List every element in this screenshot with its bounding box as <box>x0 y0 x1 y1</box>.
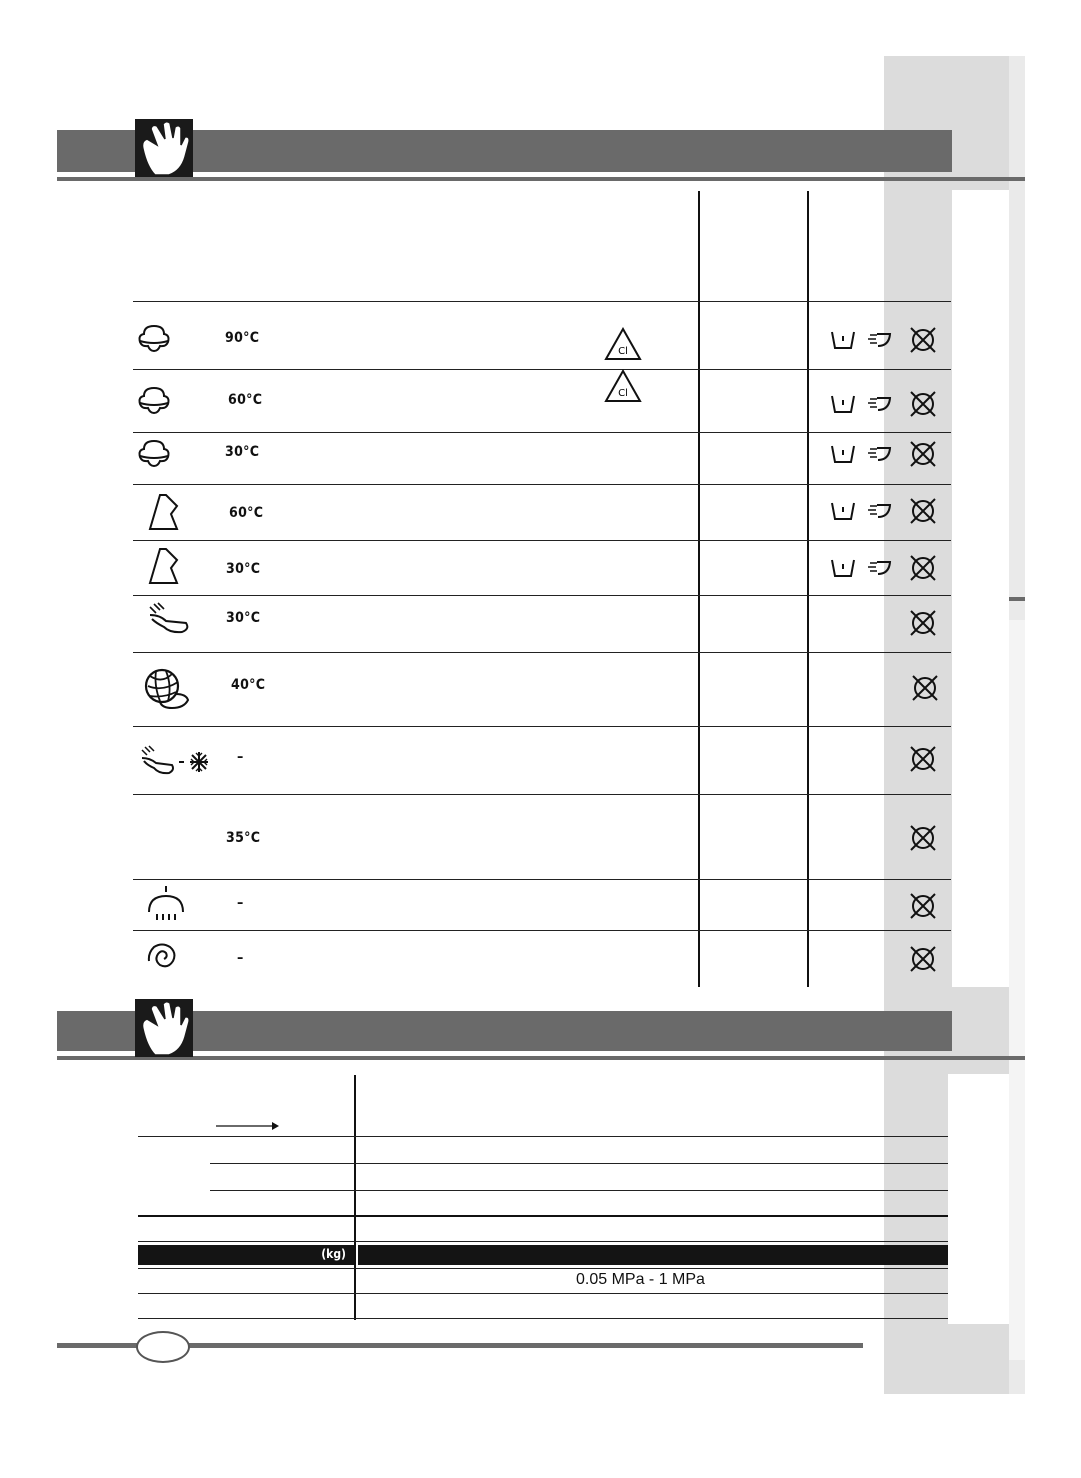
wash-tub-icon <box>832 560 854 576</box>
no-dry-clean-icon <box>911 674 939 702</box>
row-divider <box>138 1268 948 1269</box>
no-dry-clean-icon <box>909 609 937 637</box>
capacity-label-cell <box>138 1245 354 1265</box>
temperature-label: 30°C <box>226 610 261 626</box>
row-divider <box>133 369 951 370</box>
care-symbols <box>830 497 940 525</box>
cotton-icon <box>136 437 172 469</box>
section-header-rule <box>57 1056 1025 1060</box>
care-symbols <box>830 554 940 582</box>
side-tab-cutout <box>952 190 1009 987</box>
temperature-label: 60°C <box>228 392 263 408</box>
no-dry-clean-icon <box>911 499 935 523</box>
row-divider <box>133 726 951 727</box>
spin-icon <box>146 941 182 977</box>
synthetic-icon <box>146 492 180 532</box>
temperature-label: 30°C <box>226 561 261 577</box>
temperature-label: 30°C <box>225 444 260 460</box>
kg-label: (kg) <box>321 1247 346 1261</box>
hand-icon <box>135 119 193 177</box>
iron-icon <box>868 334 890 346</box>
care-symbols <box>830 326 940 354</box>
row-divider <box>138 1136 948 1137</box>
temperature-label: 40°C <box>231 677 266 693</box>
column-divider <box>807 191 809 987</box>
water-pressure-value: 0.05 MPa - 1 MPa <box>576 1271 705 1288</box>
column-divider <box>354 1075 356 1320</box>
temperature-label: 90°C <box>225 330 260 346</box>
section-header-rule <box>57 177 1025 181</box>
row-divider <box>133 595 951 596</box>
row-divider <box>133 540 951 541</box>
row-divider <box>210 1163 948 1164</box>
wash-tub-icon <box>832 396 854 412</box>
row-divider <box>133 432 951 433</box>
row-divider <box>133 301 951 302</box>
iron-icon <box>868 505 890 517</box>
temperature-label: 35°C <box>226 830 261 846</box>
row-divider <box>138 1215 948 1217</box>
no-dry-clean-icon <box>911 442 935 466</box>
bleach-icon <box>604 327 642 361</box>
bleach-icon <box>604 369 642 403</box>
no-dry-clean-icon <box>911 556 935 580</box>
capacity-value-cell <box>358 1245 948 1265</box>
row-divider <box>133 879 951 880</box>
wash-tub-icon <box>832 503 854 519</box>
row-divider <box>133 794 951 795</box>
temperature-label: 60°C <box>229 505 264 521</box>
no-dry-clean-icon <box>909 745 937 773</box>
iron-icon <box>868 448 890 460</box>
no-dry-clean-icon <box>911 392 935 416</box>
rinse-icon <box>144 884 188 922</box>
iron-icon <box>868 398 890 410</box>
svg-text:Cl: Cl <box>618 388 628 399</box>
page-number-badge <box>136 1331 190 1363</box>
care-symbols <box>830 440 940 468</box>
no-dry-clean-icon <box>909 824 937 852</box>
row-divider <box>138 1318 948 1319</box>
row-divider <box>133 484 951 485</box>
no-dry-clean-icon <box>909 945 937 973</box>
delicate-cold-icon <box>138 744 214 776</box>
no-dry-clean-icon <box>911 328 935 352</box>
side-tab-cutout <box>948 1074 1009 1324</box>
temperature-label: – <box>237 950 244 966</box>
row-divider <box>133 652 951 653</box>
row-divider <box>210 1190 948 1191</box>
temperature-label: – <box>237 895 244 911</box>
wool-icon <box>142 666 194 712</box>
row-divider <box>138 1241 948 1242</box>
cotton-icon <box>136 384 172 416</box>
temperature-label: – <box>237 749 244 765</box>
synthetic-icon <box>146 546 180 586</box>
cotton-icon <box>136 322 172 354</box>
row-divider <box>138 1293 948 1294</box>
delicate-icon <box>146 601 192 635</box>
wash-tub-icon <box>832 332 854 348</box>
care-symbols <box>830 390 940 418</box>
iron-icon <box>868 562 890 574</box>
arrow-right-icon <box>216 1120 280 1132</box>
hand-icon <box>135 999 193 1057</box>
row-divider <box>133 930 951 931</box>
side-tab-mark <box>1009 597 1025 601</box>
column-divider <box>698 191 700 987</box>
wash-tub-icon <box>832 446 854 462</box>
side-tab-illustration <box>1009 620 1025 1360</box>
svg-text:Cl: Cl <box>618 346 628 357</box>
no-dry-clean-icon <box>909 892 937 920</box>
